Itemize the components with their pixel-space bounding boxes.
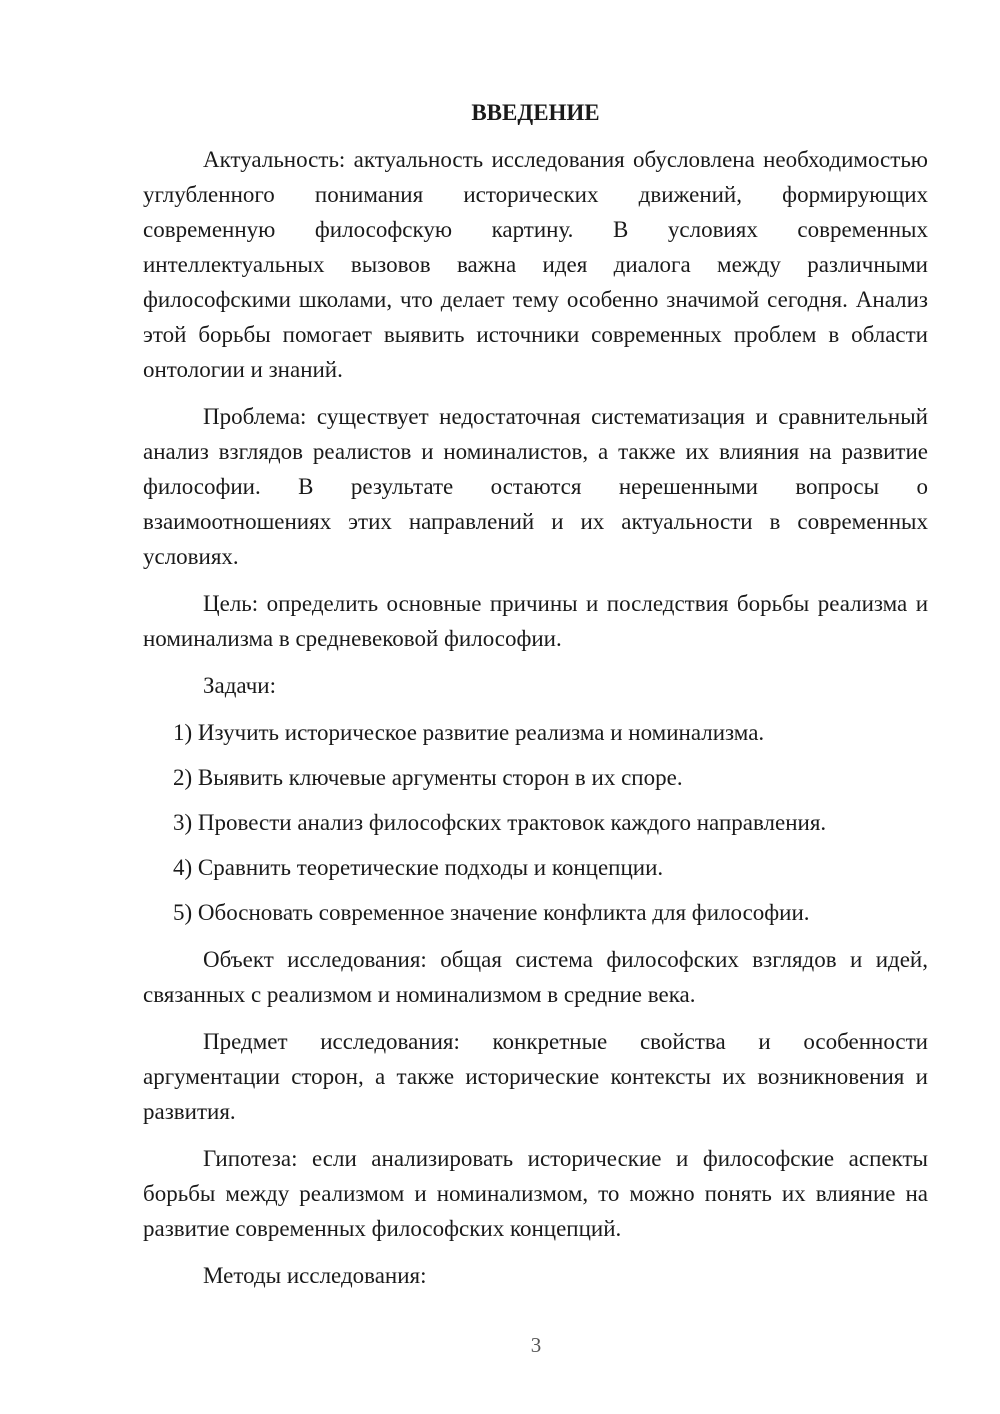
tasks-label: Задачи: [203,673,276,698]
list-item: 2) Выявить ключевые аргументы сторон в их споре. [173,765,683,790]
paragraph-hypothesis: Гипотеза: если анализировать исторические и философские аспекты борьбы между реализмом и номинализмом, то можно понять их влияние на развитие современных философских концепций. [143,1146,928,1241]
page-number: 3 [530,1333,542,1357]
page-content [143,95,928,1305]
methods-label: Методы исследования: [203,1263,427,1288]
paragraph-relevance: Актуальность: актуальность исследования обусловлена необходимостью углубленного понимания исторических движений, формирующих современную философскую картину. В условиях современных интеллектуальных вызовов важна идея диалога между различными философскими школами, что делает тему особенно значимой сегодня. Анализ этой борьбы помогает выявить источники современных проблем в области онтологии и знаний. [143,147,928,382]
list-item: 5) Обосновать современное значение конфликта для философии. [173,900,810,925]
list-item: 3) Провести анализ философских трактовок каждого направления. [173,810,827,835]
tasks-list [143,715,928,930]
paragraph-object: Объект исследования: общая система философских взглядов и идей, связанных с реализмом и номинализмом в средние века. [143,947,928,1007]
paragraph-goal: Цель: определить основные причины и последствия борьбы реализма и номинализма в средневековой философии. [143,591,928,651]
list-item: 4) Сравнить теоретические подходы и концепции. [173,855,664,880]
list-item: 1) Изучить историческое развитие реализма и номинализма. [173,720,765,745]
paragraph-problem: Проблема: существует недостаточная систематизация и сравнительный анализ взглядов реалистов и номиналистов, а также их влияния на развитие философии. В результате остаются нерешенными вопросы о взаимоотношениях этих направлений и их актуальности в современных условиях. [143,404,928,569]
paragraph-subject: Предмет исследования: конкретные свойства и особенности аргументации сторон, а также исторические контексты их возникновения и развития. [143,1029,928,1124]
page-title: ВВЕДЕНИЕ [471,100,600,125]
